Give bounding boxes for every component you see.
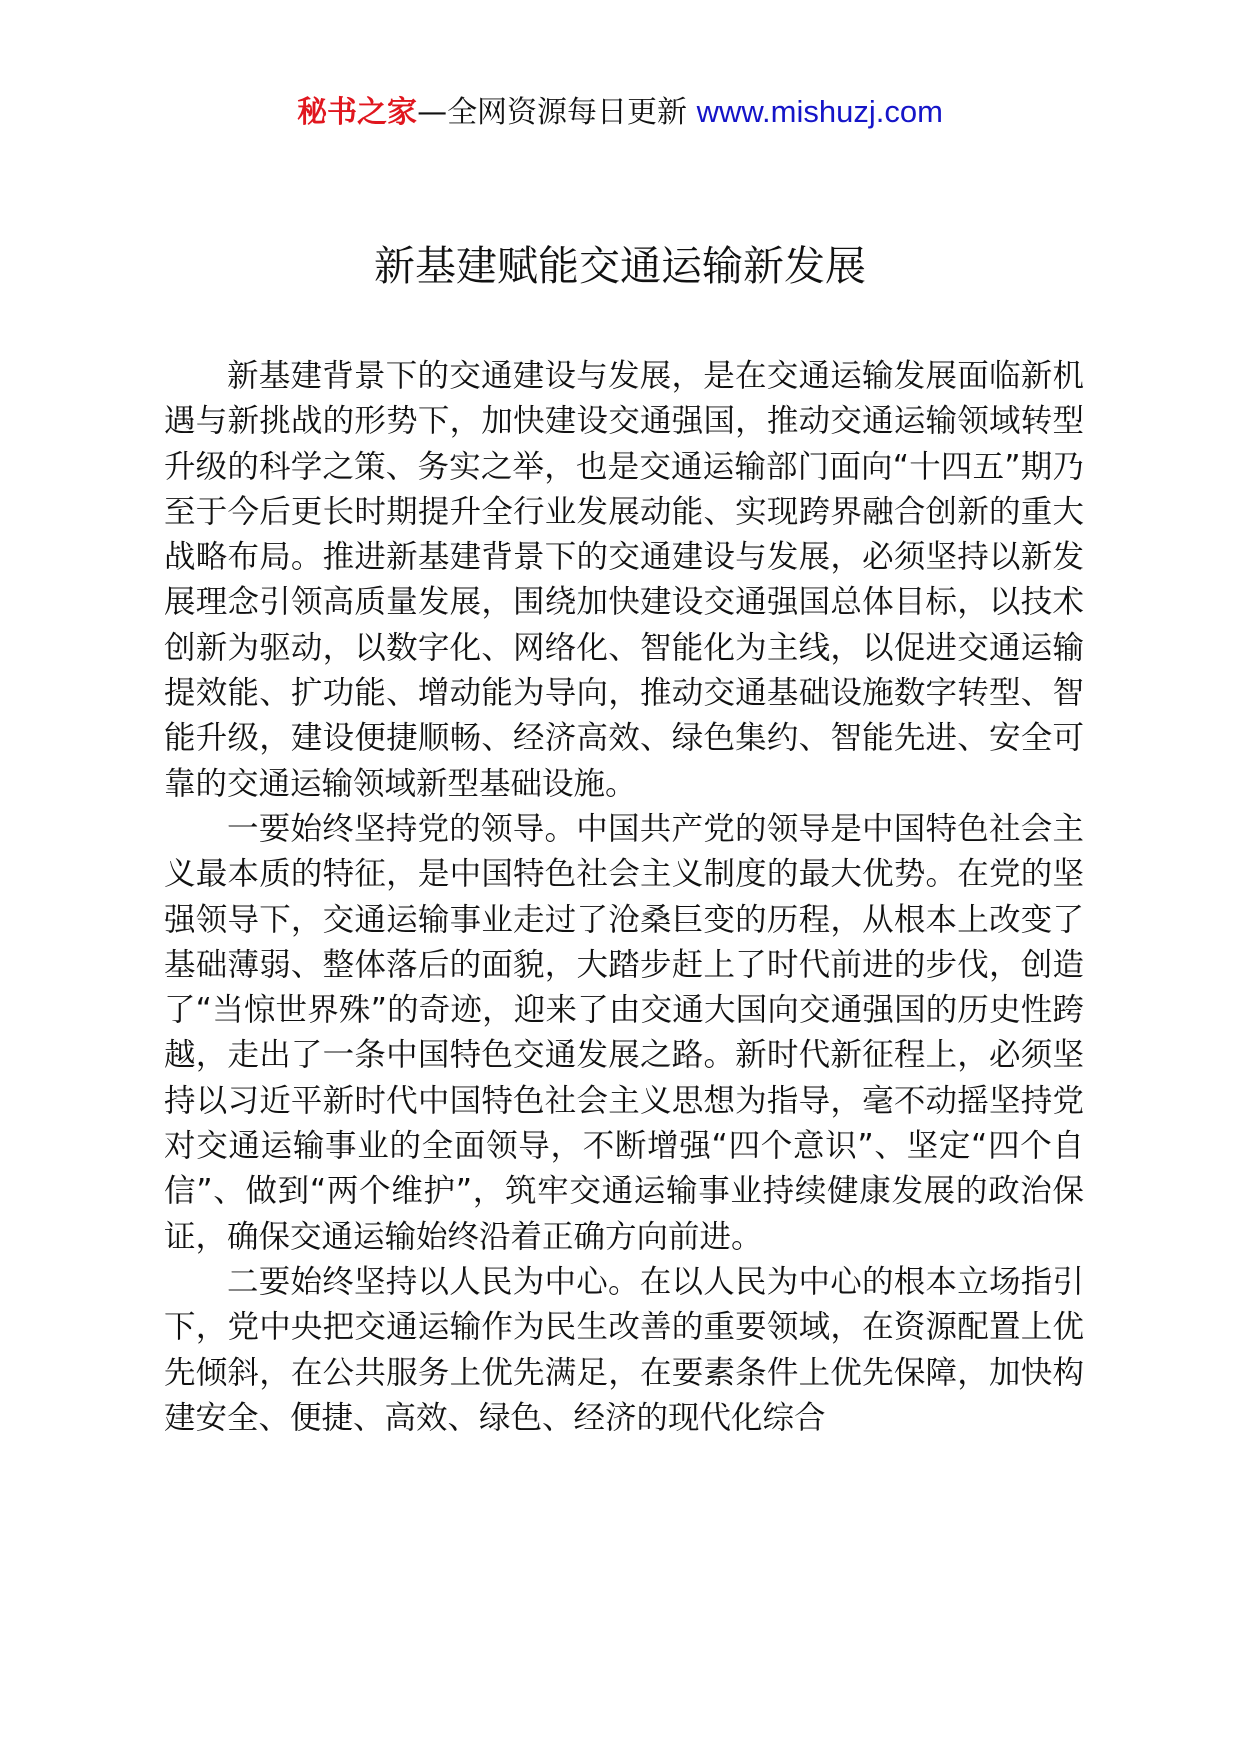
site-header [0, 92, 1240, 133]
paragraph-intro: 新基建背景下的交通建设与发展，是在交通运输发展面临新机遇与新挑战的形势下，加快建设交通强国，推动交通运输领域转型升级的科学之策、务实之举，也是交通运输部门面向“十四五”期乃至于今后更长时期提升全行业发展动能、实现跨界融合创新的重大战略布局。推进新基建背景下的交通建设与发展，必须坚持以新发展理念引领高质量发展，围绕加快建设交通强国总体目标，以技术创新为驱动，以数字化、网络化、智能化为主线，以促进交通运输提效能、扩功能、增动能为导向，推动交通基础设施数字转型、智能升级，建设便捷顺畅、经济高效、绿色集约、智能先进、安全可靠的交通运输领域新型基础设施。 [164, 358, 1084, 802]
site-brand: 秘书之家 [297, 95, 418, 130]
paragraph-people-centered: 二要始终坚持以人民为中心。在以人民为中心的根本立场指引下，党中央把交通运输作为民生改善的重要领域，在资源配置上优先倾斜，在公共服务上优先满足，在要素条件上优先保障，加快构建安全、便捷、高效、绿色、经济的现代化综合 [164, 1263, 1084, 1436]
document-body [164, 354, 1084, 1441]
document-title: 新基建赋能交通运输新发展 [374, 242, 866, 290]
site-url-link[interactable]: www.mishuzj.com [696, 94, 943, 129]
paragraph-party-leadership: 一要始终坚持党的领导。中国共产党的领导是中国特色社会主义最本质的特征，是中国特色社会主义制度的最大优势。在党的坚强领导下，交通运输事业走过了沧桑巨变的历程，从根本上改变了基础薄弱、整体落后的面貌，大踏步赶上了时代前进的步伐，创造了“当惊世界殊”的奇迹，迎来了由交通大国向交通强国的历史性跨越，走出了一条中国特色交通发展之路。新时代新征程上，必须坚持以习近平新时代中国特色社会主义思想为指导，毫不动摇坚持党对交通运输事业的全面领导，不断增强“四个意识”、坚定“四个自信”、做到“两个维护”，筑牢交通运输事业持续健康发展的政治保证，确保交通运输始终沿着正确方向前进。 [164, 810, 1084, 1255]
site-tagline: —全网资源每日更新 [417, 95, 697, 130]
